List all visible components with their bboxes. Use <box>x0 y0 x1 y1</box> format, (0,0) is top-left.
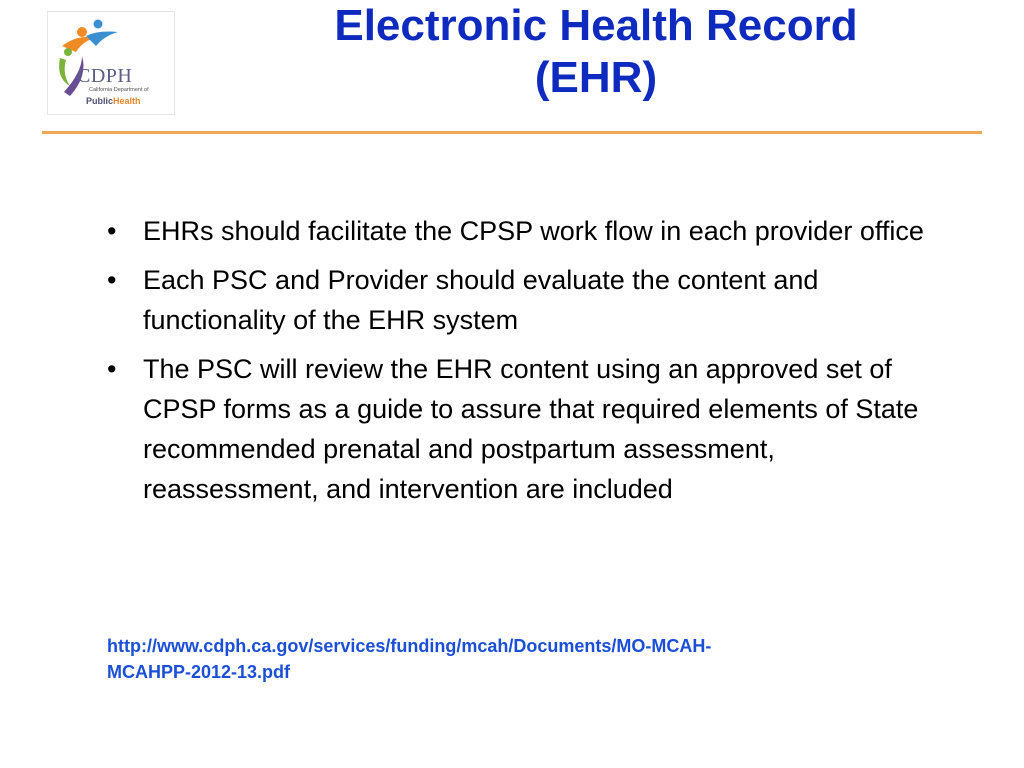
logo-name: CDPH <box>77 65 133 87</box>
bullet-text: The PSC will review the EHR content using an approved set of CPSP forms as a guide to assure that required elements of State recommended prenatal and postpartum assessment, reassessment, and intervention are included <box>143 354 919 504</box>
bullet-item <box>107 260 937 340</box>
logo-subtitle: California Department of <box>89 87 149 93</box>
bullet-list <box>107 211 937 518</box>
logo-health: Health <box>113 96 141 106</box>
link-line-2: MCAHPP-2012-13.pdf <box>107 662 291 682</box>
bullet-marker: • <box>107 265 117 295</box>
link-line-1: http://www.cdph.ca.gov/services/funding/mcah/Documents/MO-MCAH- <box>107 636 712 656</box>
bullet-item <box>107 349 937 509</box>
logo-public: Public <box>86 96 114 106</box>
slide-title <box>200 0 992 104</box>
bullet-text: Each PSC and Provider should evaluate the content and functionality of the EHR system <box>143 265 819 335</box>
bullet-text: EHRs should facilitate the CPSP work flow in each provider office <box>143 216 924 246</box>
bullet-marker: • <box>107 216 117 246</box>
logo-public-health <box>86 96 141 106</box>
title-line-1: Electronic Health Record <box>334 1 858 50</box>
cdph-logo <box>48 12 174 114</box>
bullet-item <box>107 211 937 251</box>
reference-link[interactable] <box>107 633 907 685</box>
bullet-marker: • <box>107 354 117 384</box>
title-line-2: (EHR) <box>534 53 658 102</box>
title-divider <box>42 131 982 134</box>
